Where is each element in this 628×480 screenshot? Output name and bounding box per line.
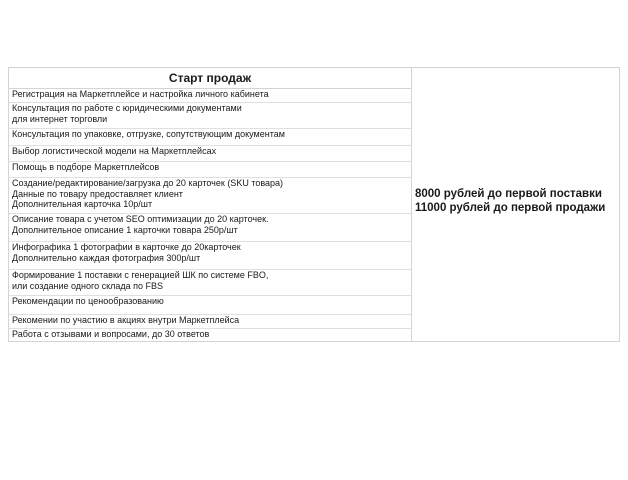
service-line: Рекомении по участию в акциях внутри Маркетплейса xyxy=(12,315,240,325)
service-line: Рекомендации по ценообразованию xyxy=(12,296,164,306)
table-row xyxy=(9,242,411,270)
table-row xyxy=(9,103,411,129)
pricing-table xyxy=(8,67,620,342)
service-line: или создание одного склада по FBS xyxy=(12,280,164,291)
table-row xyxy=(9,178,411,214)
table-row xyxy=(9,270,411,296)
price-column xyxy=(412,68,620,341)
table-row xyxy=(9,214,411,242)
service-line: Дополнительно каждая фотография 300р/шт xyxy=(12,252,201,263)
price-text xyxy=(415,187,605,215)
service-line: Формирование 1 поставки с генерацией ШК по системе FBO, xyxy=(12,270,269,280)
service-line: Помощь в подборе Маркетплейсов xyxy=(12,162,160,172)
price-line-first-sale: 11000 рублей до первой продажи xyxy=(415,202,606,214)
table-row xyxy=(9,89,411,103)
service-line: Регистрация на Маркетплейсе и настройка личного кабинета xyxy=(12,89,269,99)
service-line: для интернет торговли xyxy=(12,113,108,124)
table-row xyxy=(9,129,411,146)
service-line: Описание товара с учетом SEO оптимизации до 20 карточек. xyxy=(12,214,269,224)
service-line: Консультация по упаковке, отгрузке, сопутствующим документам xyxy=(12,129,285,139)
service-line: Работа с отзывами и вопросами, до 30 ответов xyxy=(12,329,210,339)
service-line: Выбор логистической модели на Маркетплейсах xyxy=(12,146,217,156)
table-row xyxy=(9,315,411,329)
service-line: Консультация по работе с юридическими документами xyxy=(12,103,242,113)
table-row xyxy=(9,146,411,162)
price-line-first-delivery: 8000 рублей до первой поставки xyxy=(415,188,602,200)
service-line: Дополнительное описание 1 карточки товара 250р/шт xyxy=(12,224,238,235)
service-line: Данные по товару предоставляет клиент xyxy=(12,188,183,199)
service-line: Инфографика 1 фотографии в карточке до 20карточек xyxy=(12,242,241,252)
services-column xyxy=(9,68,412,341)
service-line: Создание/редактирование/загрузка до 20 карточек (SKU товара) xyxy=(12,178,284,188)
table-row xyxy=(9,329,411,341)
table-row xyxy=(9,162,411,178)
table-row xyxy=(9,296,411,315)
service-line: Дополнительная карточка 10р/шт xyxy=(12,199,153,209)
table-title: Старт продаж xyxy=(9,68,411,89)
